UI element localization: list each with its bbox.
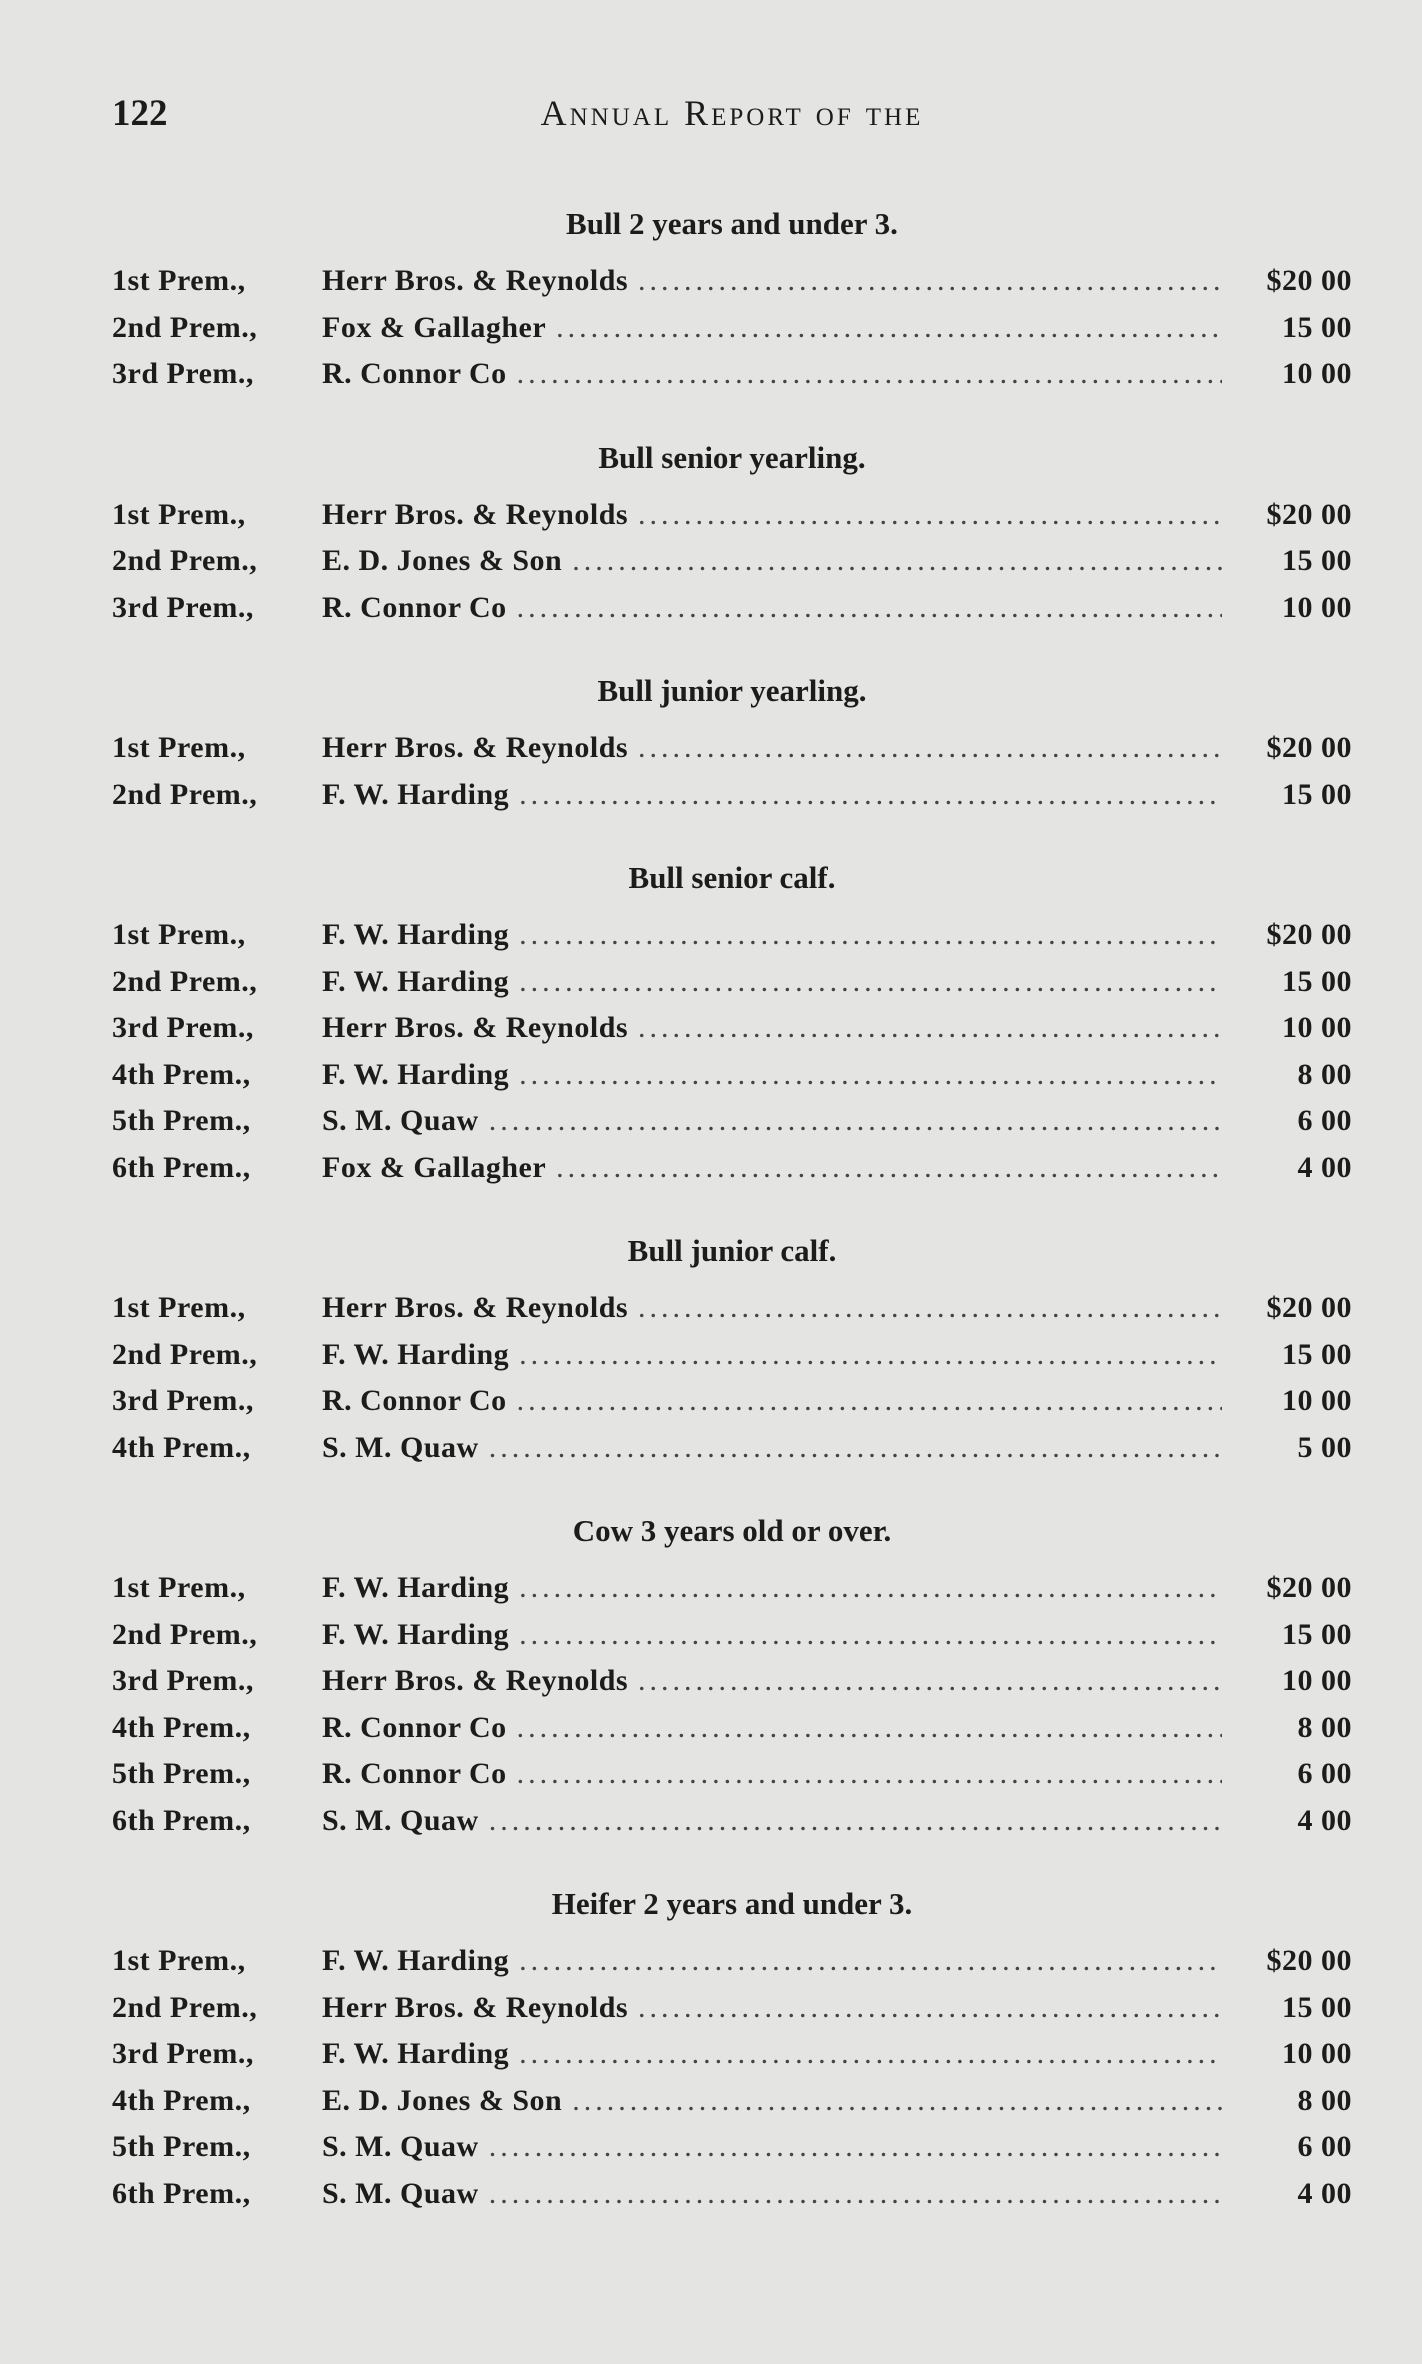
dot-leader: [638, 725, 1222, 772]
premium-amount: $20 00: [1266, 1944, 1352, 1977]
dot-leader: [489, 2171, 1222, 2218]
premium-place: 6th Prem.,: [112, 1803, 251, 1837]
premium-place: 1st Prem.,: [112, 1944, 246, 1977]
premium-place: 2nd Prem.,: [112, 777, 258, 811]
winner-name: S. M. Quaw: [322, 1104, 479, 1137]
dot-leader: [517, 1751, 1222, 1798]
dot-leader: [572, 2078, 1222, 2125]
dot-leader: [572, 538, 1222, 585]
winner-name: Herr Bros. & Reynolds: [322, 264, 629, 297]
premium-place: 5th Prem.,: [112, 1757, 251, 1790]
premium-amount: $20 00: [1266, 497, 1352, 531]
premium-entry: [112, 1658, 1352, 1705]
premium-place: 2nd Prem.,: [112, 1990, 258, 2024]
premium-section: [112, 200, 1352, 398]
premium-entry: [112, 492, 1352, 539]
premium-amount: 15 00: [1282, 1617, 1352, 1651]
section-title: Bull 2 years and under 3.: [566, 206, 898, 241]
premium-entry: [112, 1425, 1352, 1472]
premium-entry: [112, 1612, 1352, 1659]
page-number: 122: [112, 93, 168, 134]
premium-amount: 10 00: [1282, 1011, 1352, 1044]
premium-place: 3rd Prem.,: [112, 1384, 254, 1417]
section-title: Bull junior calf.: [627, 1233, 837, 1268]
winner-name: S. M. Quaw: [322, 1803, 479, 1837]
winner-name: R. Connor Co: [322, 357, 507, 390]
premium-entry: [112, 1285, 1352, 1332]
premium-place: 5th Prem.,: [112, 2130, 251, 2163]
premium-section: [112, 1880, 1352, 2217]
winner-name: Herr Bros. & Reynolds: [322, 1011, 629, 1044]
dot-leader: [519, 1565, 1222, 1612]
dot-leader: [519, 1612, 1222, 1659]
winner-name: F. W. Harding: [322, 918, 510, 951]
dot-leader: [556, 305, 1222, 352]
premium-place: 1st Prem.,: [112, 1571, 246, 1604]
premium-entry: [112, 912, 1352, 959]
premium-amount: 10 00: [1282, 590, 1352, 624]
winner-name: R. Connor Co: [322, 1757, 507, 1790]
dot-leader: [638, 1005, 1222, 1052]
winner-name: Herr Bros. & Reynolds: [322, 731, 629, 764]
premium-list: [112, 200, 1352, 2253]
section-title: Cow 3 years old or over.: [572, 1513, 892, 1548]
dot-leader: [517, 351, 1222, 398]
winner-name: F. W. Harding: [322, 777, 510, 811]
premium-place: 3rd Prem.,: [112, 357, 254, 390]
premium-entry: [112, 2124, 1352, 2171]
dot-leader: [519, 1938, 1222, 1985]
premium-place: 5th Prem.,: [112, 1104, 251, 1137]
dot-leader: [489, 1425, 1222, 1472]
winner-name: F. W. Harding: [322, 2037, 510, 2070]
premium-place: 4th Prem.,: [112, 1710, 251, 1744]
dot-leader: [638, 1985, 1222, 2032]
premium-entry: [112, 1005, 1352, 1052]
section-title: Bull senior yearling.: [598, 439, 866, 475]
premium-amount: 4 00: [1297, 2176, 1352, 2210]
winner-name: R. Connor Co: [322, 1384, 507, 1417]
premium-amount: 15 00: [1282, 777, 1352, 811]
section-title: Bull junior yearling.: [597, 673, 867, 708]
premium-entry: [112, 1378, 1352, 1425]
winner-name: F. W. Harding: [322, 1337, 510, 1371]
winner-name: Fox & Gallagher: [322, 1150, 547, 1184]
dot-leader: [517, 585, 1222, 632]
premium-amount: 15 00: [1282, 310, 1352, 344]
section-title: Bull senior calf.: [628, 860, 836, 895]
winner-name: Herr Bros. & Reynolds: [322, 1990, 629, 2024]
premium-entry: [112, 2171, 1352, 2218]
premium-amount: 8 00: [1297, 1710, 1352, 1744]
winner-name: Herr Bros. & Reynolds: [322, 497, 629, 531]
dot-leader: [638, 1285, 1222, 1332]
premium-section: [112, 854, 1352, 1191]
winner-name: E. D. Jones & Son: [322, 544, 563, 577]
page-header: [112, 92, 1352, 142]
premium-entry: [112, 772, 1352, 819]
dot-leader: [638, 1658, 1222, 1705]
premium-entry: [112, 1705, 1352, 1752]
premium-amount: $20 00: [1266, 731, 1352, 764]
premium-place: 2nd Prem.,: [112, 964, 258, 998]
premium-amount: $20 00: [1266, 1571, 1352, 1604]
premium-amount: 10 00: [1282, 1664, 1352, 1697]
premium-amount: $20 00: [1266, 1291, 1352, 1324]
premium-amount: 6 00: [1297, 2130, 1352, 2163]
running-title: Annual Report of the: [540, 93, 924, 133]
premium-entry: [112, 1985, 1352, 2032]
premium-amount: 15 00: [1282, 964, 1352, 998]
premium-place: 6th Prem.,: [112, 2176, 251, 2210]
dot-leader: [519, 959, 1222, 1006]
premium-amount: $20 00: [1266, 264, 1352, 297]
premium-place: 1st Prem.,: [112, 1291, 246, 1324]
dot-leader: [489, 2124, 1222, 2171]
premium-entry: [112, 585, 1352, 632]
premium-entry: [112, 305, 1352, 352]
premium-entry: [112, 1145, 1352, 1192]
premium-entry: [112, 1751, 1352, 1798]
dot-leader: [638, 492, 1222, 539]
premium-place: 1st Prem.,: [112, 264, 246, 297]
winner-name: E. D. Jones & Son: [322, 2083, 563, 2117]
premium-entry: [112, 725, 1352, 772]
premium-section: [112, 1507, 1352, 1844]
winner-name: R. Connor Co: [322, 1710, 507, 1744]
winner-name: Fox & Gallagher: [322, 310, 547, 344]
premium-amount: 15 00: [1282, 1337, 1352, 1371]
premium-section: [112, 1227, 1352, 1471]
winner-name: F. W. Harding: [322, 1571, 510, 1604]
winner-name: F. W. Harding: [322, 1617, 510, 1651]
dot-leader: [556, 1145, 1222, 1192]
winner-name: S. M. Quaw: [322, 2176, 479, 2210]
dot-leader: [638, 258, 1222, 305]
premium-place: 1st Prem.,: [112, 731, 246, 764]
winner-name: F. W. Harding: [322, 964, 510, 998]
premium-place: 2nd Prem.,: [112, 544, 258, 577]
dot-leader: [489, 1098, 1222, 1145]
premium-place: 1st Prem.,: [112, 497, 246, 531]
dot-leader: [519, 1332, 1222, 1379]
winner-name: Herr Bros. & Reynolds: [322, 1664, 629, 1697]
dot-leader: [519, 2031, 1222, 2078]
winner-name: F. W. Harding: [322, 1944, 510, 1977]
premium-entry: [112, 1332, 1352, 1379]
premium-amount: 15 00: [1282, 544, 1352, 577]
dot-leader: [517, 1705, 1222, 1752]
premium-entry: [112, 1798, 1352, 1845]
premium-place: 3rd Prem.,: [112, 1664, 254, 1697]
premium-section: [112, 434, 1352, 632]
premium-amount: 5 00: [1297, 1430, 1352, 1464]
premium-place: 4th Prem.,: [112, 2083, 251, 2117]
premium-amount: 10 00: [1282, 1384, 1352, 1417]
premium-amount: 6 00: [1297, 1757, 1352, 1790]
winner-name: R. Connor Co: [322, 590, 507, 624]
premium-amount: 10 00: [1282, 357, 1352, 390]
premium-amount: 4 00: [1297, 1150, 1352, 1184]
premium-amount: $20 00: [1266, 918, 1352, 951]
premium-entry: [112, 1565, 1352, 1612]
premium-place: 2nd Prem.,: [112, 1617, 258, 1651]
premium-amount: 4 00: [1297, 1803, 1352, 1837]
premium-entry: [112, 2078, 1352, 2125]
premium-amount: 8 00: [1297, 2083, 1352, 2117]
premium-place: 3rd Prem.,: [112, 590, 254, 624]
premium-entry: [112, 959, 1352, 1006]
dot-leader: [519, 1052, 1222, 1099]
premium-amount: 15 00: [1282, 1990, 1352, 2024]
winner-name: S. M. Quaw: [322, 2130, 479, 2163]
premium-entry: [112, 2031, 1352, 2078]
premium-entry: [112, 1052, 1352, 1099]
premium-place: 4th Prem.,: [112, 1057, 251, 1091]
premium-entry: [112, 1098, 1352, 1145]
premium-entry: [112, 258, 1352, 305]
premium-place: 1st Prem.,: [112, 918, 246, 951]
premium-entry: [112, 538, 1352, 585]
premium-amount: 10 00: [1282, 2037, 1352, 2070]
premium-place: 3rd Prem.,: [112, 1011, 254, 1044]
premium-place: 2nd Prem.,: [112, 1337, 258, 1371]
winner-name: F. W. Harding: [322, 1057, 510, 1091]
dot-leader: [489, 1798, 1222, 1845]
premium-place: 4th Prem.,: [112, 1430, 251, 1464]
premium-amount: 6 00: [1297, 1104, 1352, 1137]
section-title: Heifer 2 years and under 3.: [551, 1886, 913, 1921]
winner-name: Herr Bros. & Reynolds: [322, 1291, 629, 1324]
dot-leader: [519, 772, 1222, 819]
premium-entry: [112, 351, 1352, 398]
dot-leader: [519, 912, 1222, 959]
premium-place: 6th Prem.,: [112, 1150, 251, 1184]
premium-place: 3rd Prem.,: [112, 2037, 254, 2070]
premium-place: 2nd Prem.,: [112, 310, 258, 344]
premium-amount: 8 00: [1297, 1057, 1352, 1091]
winner-name: S. M. Quaw: [322, 1430, 479, 1464]
dot-leader: [517, 1378, 1222, 1425]
premium-entry: [112, 1938, 1352, 1985]
premium-section: [112, 667, 1352, 818]
